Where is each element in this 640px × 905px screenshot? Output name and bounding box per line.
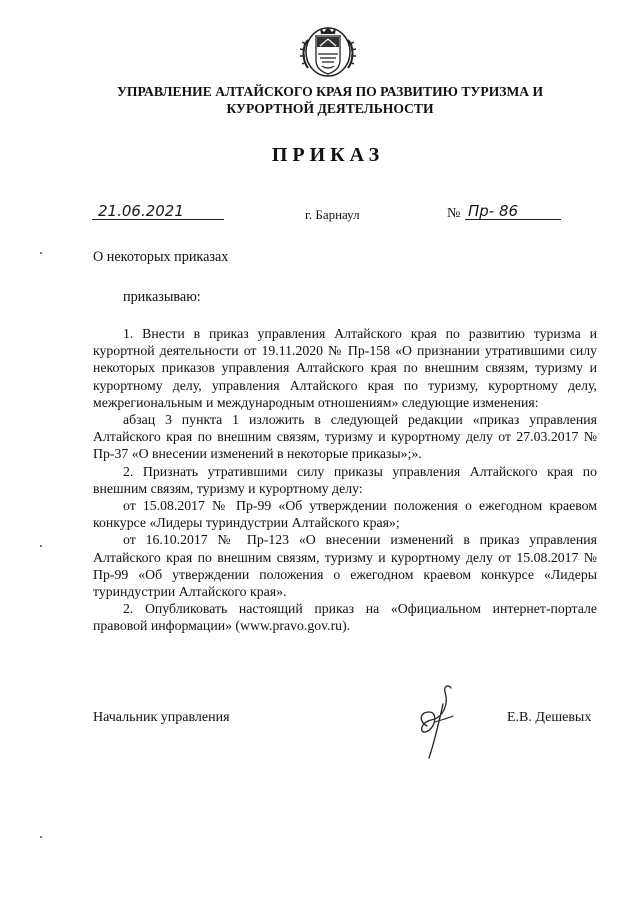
agency-name	[100, 83, 560, 117]
document-city: г. Барнаул	[305, 207, 360, 222]
body-paragraph-2: абзац 3 пункта 1 изложить в следующей редакции «приказ управления Алтайского края по внешним связям, туризму и курортному делу от 27.03.2017 № Пр-37 «О внесении изменений в некоторые приказы»;».	[93, 412, 597, 462]
document-number: Пр- 86	[468, 202, 519, 220]
number-underline	[465, 219, 561, 220]
order-word: приказываю:	[123, 289, 201, 305]
document-body	[93, 325, 597, 635]
scan-speck	[40, 545, 42, 547]
document-date: 21.06.2021	[98, 202, 184, 220]
signer-name: Е.В. Дешевых	[507, 710, 592, 725]
signer-title: Начальник управления	[93, 710, 230, 725]
date-underline	[92, 219, 224, 220]
agency-name-line-2: КУРОРТНОЙ ДЕЯТЕЛЬНОСТИ	[226, 101, 434, 116]
body-paragraph-5: от 16.10.2017 № Пр-123 «О внесении изменений в приказ управления Алтайского края по внешним связям, туризму и курортному делу от 15.08.2017 № Пр-99 «Об утверждении положения о ежегодном краевом конкурсе «Лидеры туриндустрии Алтайского края».	[93, 532, 597, 600]
scan-speck	[40, 252, 42, 254]
body-paragraph-1: 1. Внести в приказ управления Алтайского края по развитию туризма и курортной деятельности от 19.11.2020 № Пр-158 «О признании утратившими силу некоторых приказов управления Алтайского края по внешним связям, туризму и курортному делу, управления Алтайского края по туризму, курортному делу, межрегиональным и международным отношениям» следующие изменения:	[93, 326, 597, 410]
body-paragraph-6: 2. Опубликовать настоящий приказ на «Официальном интернет-портале правовой информации» (www.pravo.gov.ru).	[93, 601, 597, 634]
coat-of-arms-emblem	[298, 24, 358, 80]
number-sign: №	[447, 206, 461, 221]
body-paragraph-3: 2. Признать утратившими силу приказы управления Алтайского края по внешним связям, туризму и курортному делу:	[93, 463, 597, 496]
document-type-title: ПРИКАЗ	[271, 144, 385, 166]
scan-speck	[40, 836, 42, 838]
handwritten-signature	[405, 682, 475, 762]
agency-name-line-1: УПРАВЛЕНИЕ АЛТАЙСКОГО КРАЯ ПО РАЗВИТИЮ ТУРИЗМА И	[116, 84, 544, 99]
document-subject: О некоторых приказах	[93, 249, 229, 265]
body-paragraph-4: от 15.08.2017 № Пр-99 «Об утверждении положения о ежегодном краевом конкурсе «Лидеры туриндустрии Алтайского края»;	[93, 498, 597, 531]
